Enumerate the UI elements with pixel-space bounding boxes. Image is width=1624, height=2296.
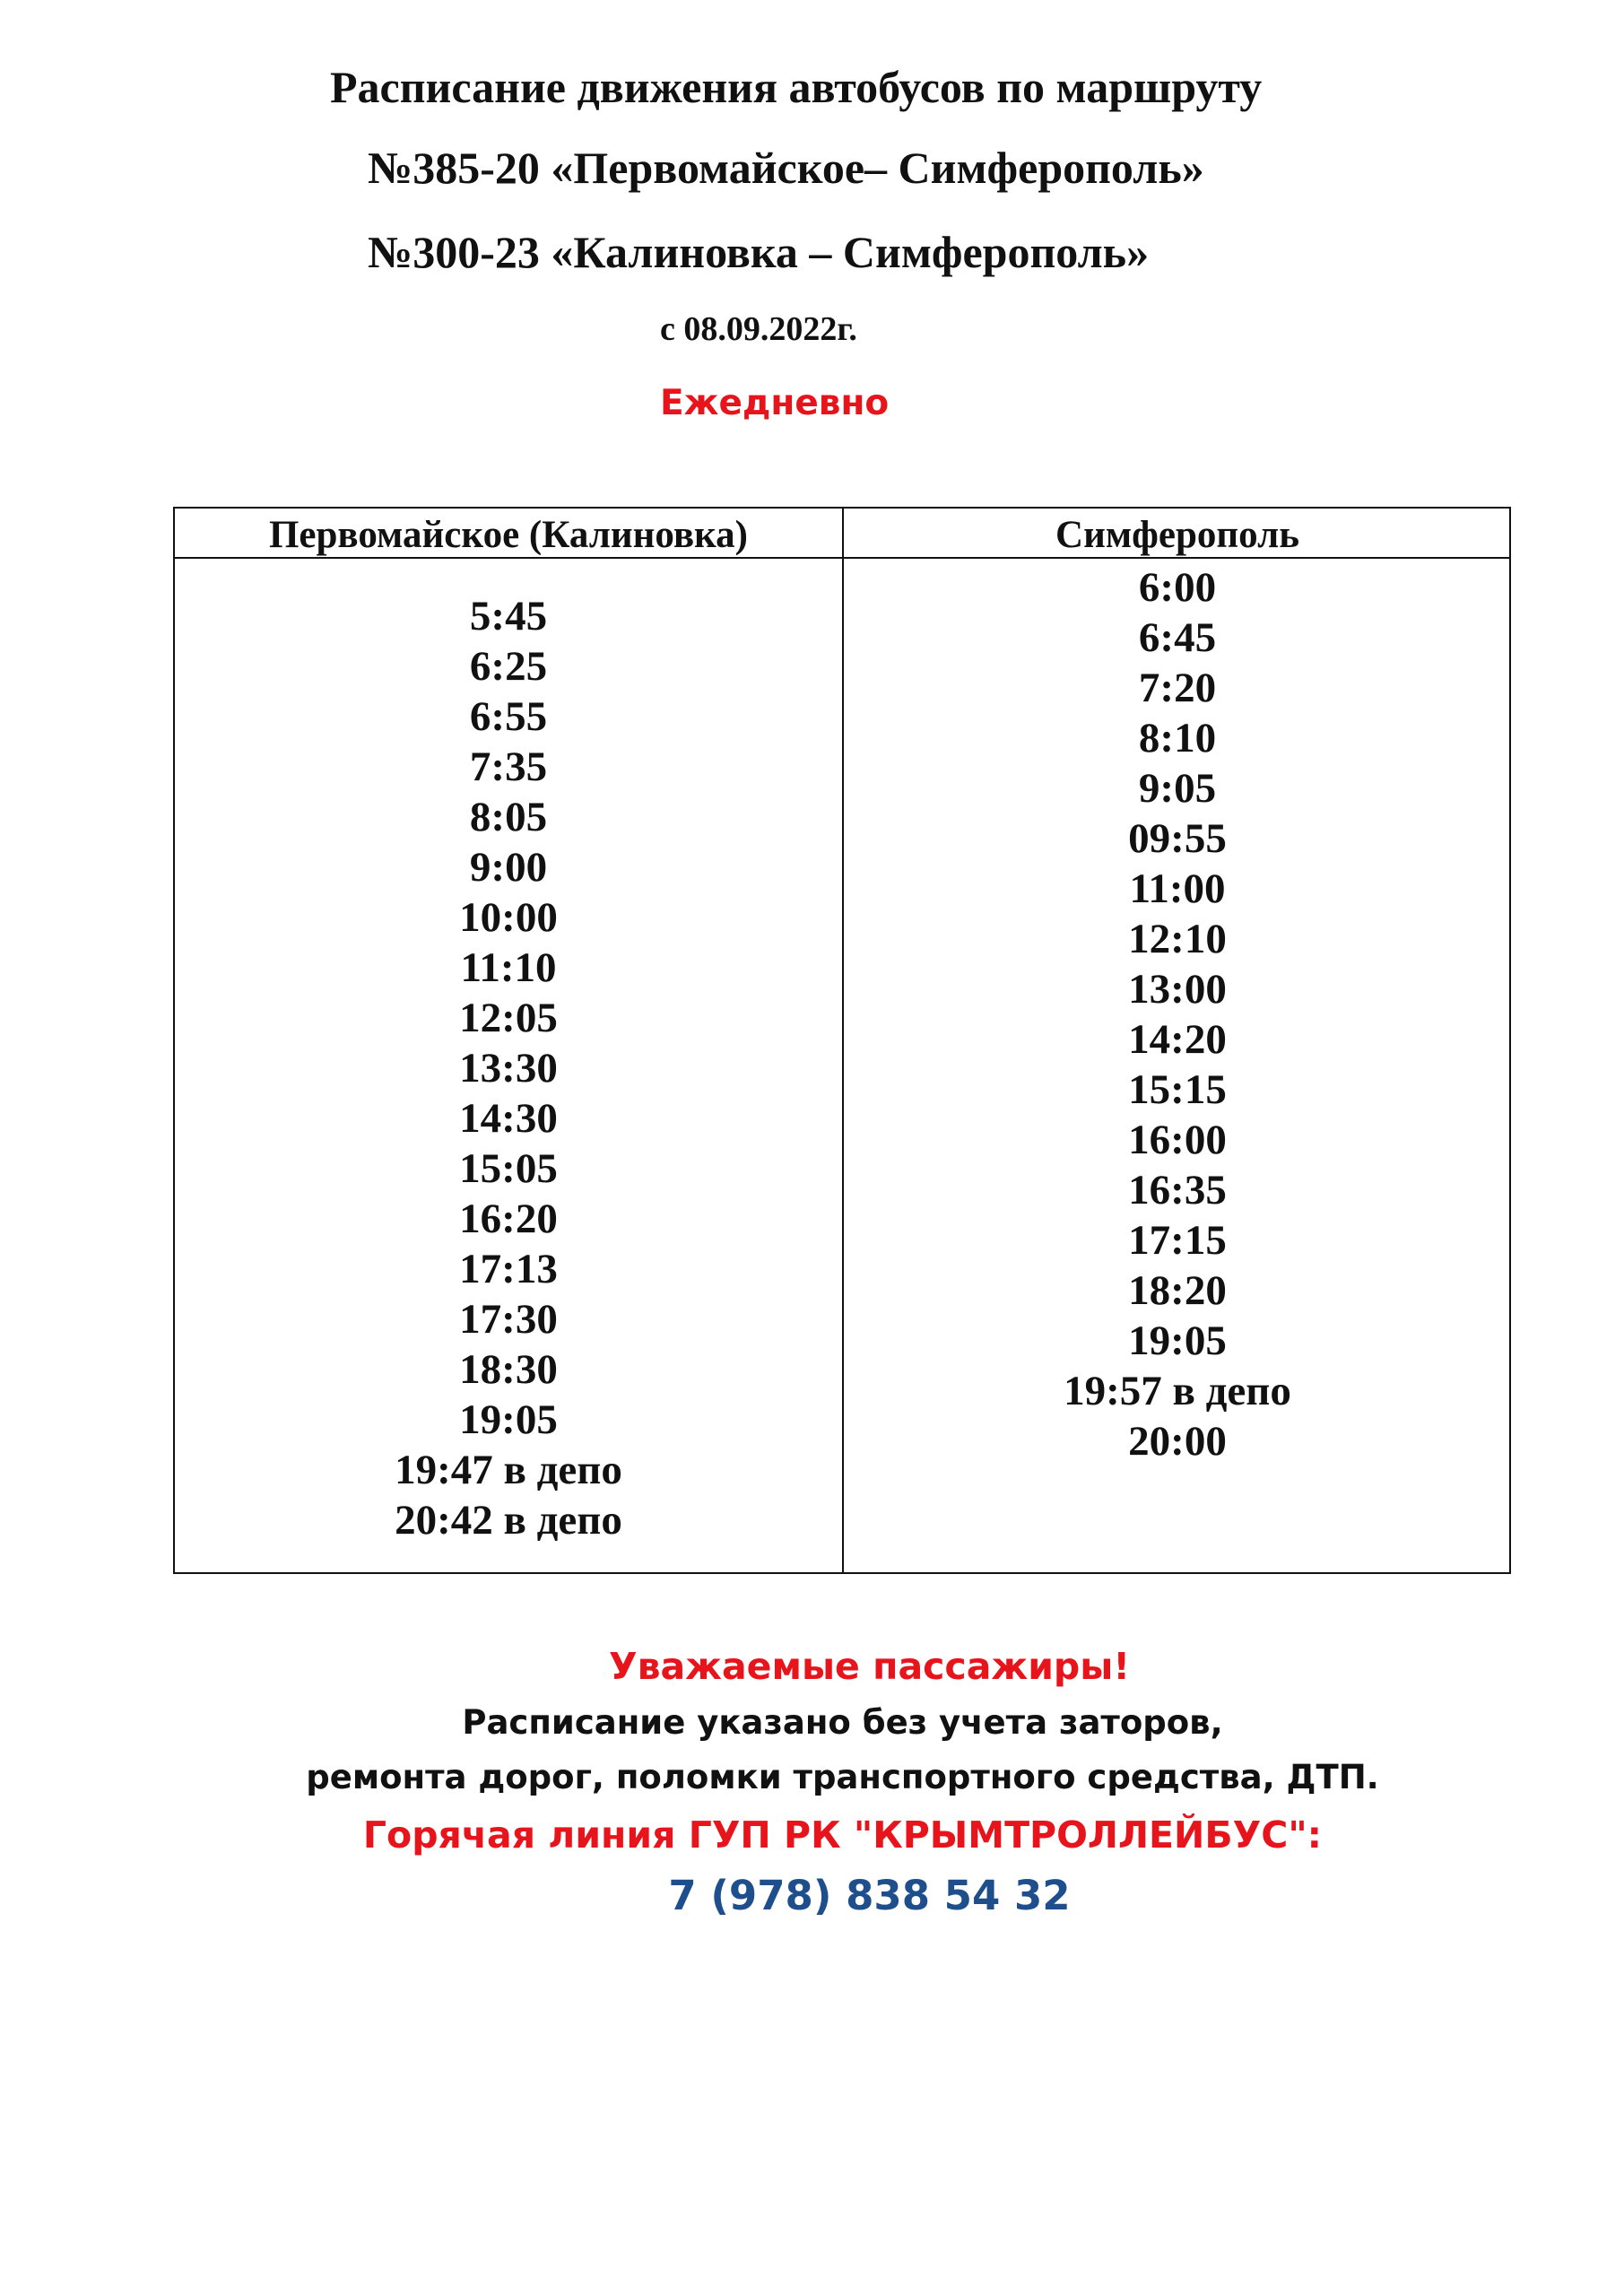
route-300-23-title: №300-23 «Калиновка – Симферополь» xyxy=(368,227,1150,277)
column-heading-simferopol: Симферополь xyxy=(1055,514,1299,556)
departure-time: 7:20 xyxy=(1138,665,1217,711)
departure-time: 14:30 xyxy=(459,1095,558,1142)
departure-time: 7:35 xyxy=(469,744,548,790)
header-divider xyxy=(175,557,1509,559)
departure-time: 17:13 xyxy=(459,1246,558,1292)
schedule-table xyxy=(173,507,1511,1574)
valid-from-date: с 08.09.2022г. xyxy=(660,310,857,348)
route-385-20-title: №385-20 «Первомайское– Симферополь» xyxy=(368,143,1204,193)
departure-time: 12:05 xyxy=(459,995,558,1041)
hotline-label: Горячая линия ГУП РК "КРЫМТРОЛЛЕЙБУС": xyxy=(362,1813,1323,1857)
departure-time: 15:05 xyxy=(459,1145,558,1192)
departure-time: 8:05 xyxy=(469,794,548,840)
departure-time: 10:00 xyxy=(459,894,558,941)
frequency-label: Ежедневно xyxy=(660,383,890,423)
departure-time-to-depot: 19:57 в депо xyxy=(1064,1368,1291,1414)
disclaimer-line-1: Расписание указано без учета заторов, xyxy=(462,1703,1223,1742)
departure-time: 9:00 xyxy=(469,844,548,891)
departure-time: 16:20 xyxy=(459,1196,558,1242)
departure-time: 19:05 xyxy=(459,1396,558,1443)
departure-time-to-depot: 19:47 в депо xyxy=(395,1447,622,1493)
departure-time: 9:05 xyxy=(1138,765,1217,812)
departure-time: 16:00 xyxy=(1128,1117,1227,1163)
departure-time: 13:30 xyxy=(459,1045,558,1091)
departure-time: 15:15 xyxy=(1128,1066,1227,1113)
passenger-greeting: Уважаемые пассажиры! xyxy=(608,1645,1131,1688)
departure-time: 16:35 xyxy=(1128,1167,1227,1213)
departure-time: 8:10 xyxy=(1138,715,1217,761)
departure-time: 6:00 xyxy=(1138,564,1217,611)
disclaimer-line-2: ремонта дорог, поломки транспортного средства, ДТП. xyxy=(306,1758,1379,1796)
departure-time: 5:45 xyxy=(469,593,548,639)
departure-time: 17:15 xyxy=(1128,1217,1227,1264)
departure-time: 6:45 xyxy=(1138,614,1217,661)
departure-time: 09:55 xyxy=(1128,815,1227,862)
departures-from-simferopol xyxy=(844,562,1511,1466)
departure-time: 18:20 xyxy=(1128,1267,1227,1314)
departure-time: 18:30 xyxy=(459,1346,558,1393)
departures-from-pervomaiskoe xyxy=(175,591,842,1545)
departure-time: 14:20 xyxy=(1128,1016,1227,1063)
departure-time: 17:30 xyxy=(459,1296,558,1343)
column-heading-pervomaiskoe: Первомайское (Калиновка) xyxy=(268,514,749,556)
departure-time: 13:00 xyxy=(1128,966,1227,1013)
departure-time: 6:55 xyxy=(469,693,548,740)
departure-time-to-depot: 20:42 в депо xyxy=(395,1497,622,1544)
departure-time: 20:00 xyxy=(1128,1418,1227,1465)
page-title: Расписание движения автобусов по маршруту xyxy=(330,62,1263,112)
departure-time: 19:05 xyxy=(1128,1318,1227,1364)
departure-time: 11:10 xyxy=(460,944,557,991)
departure-time: 6:25 xyxy=(469,643,548,690)
hotline-phone-number: 7 (978) 838 54 32 xyxy=(668,1872,1071,1919)
departure-time: 11:00 xyxy=(1129,865,1226,912)
departure-time: 12:10 xyxy=(1128,916,1227,962)
